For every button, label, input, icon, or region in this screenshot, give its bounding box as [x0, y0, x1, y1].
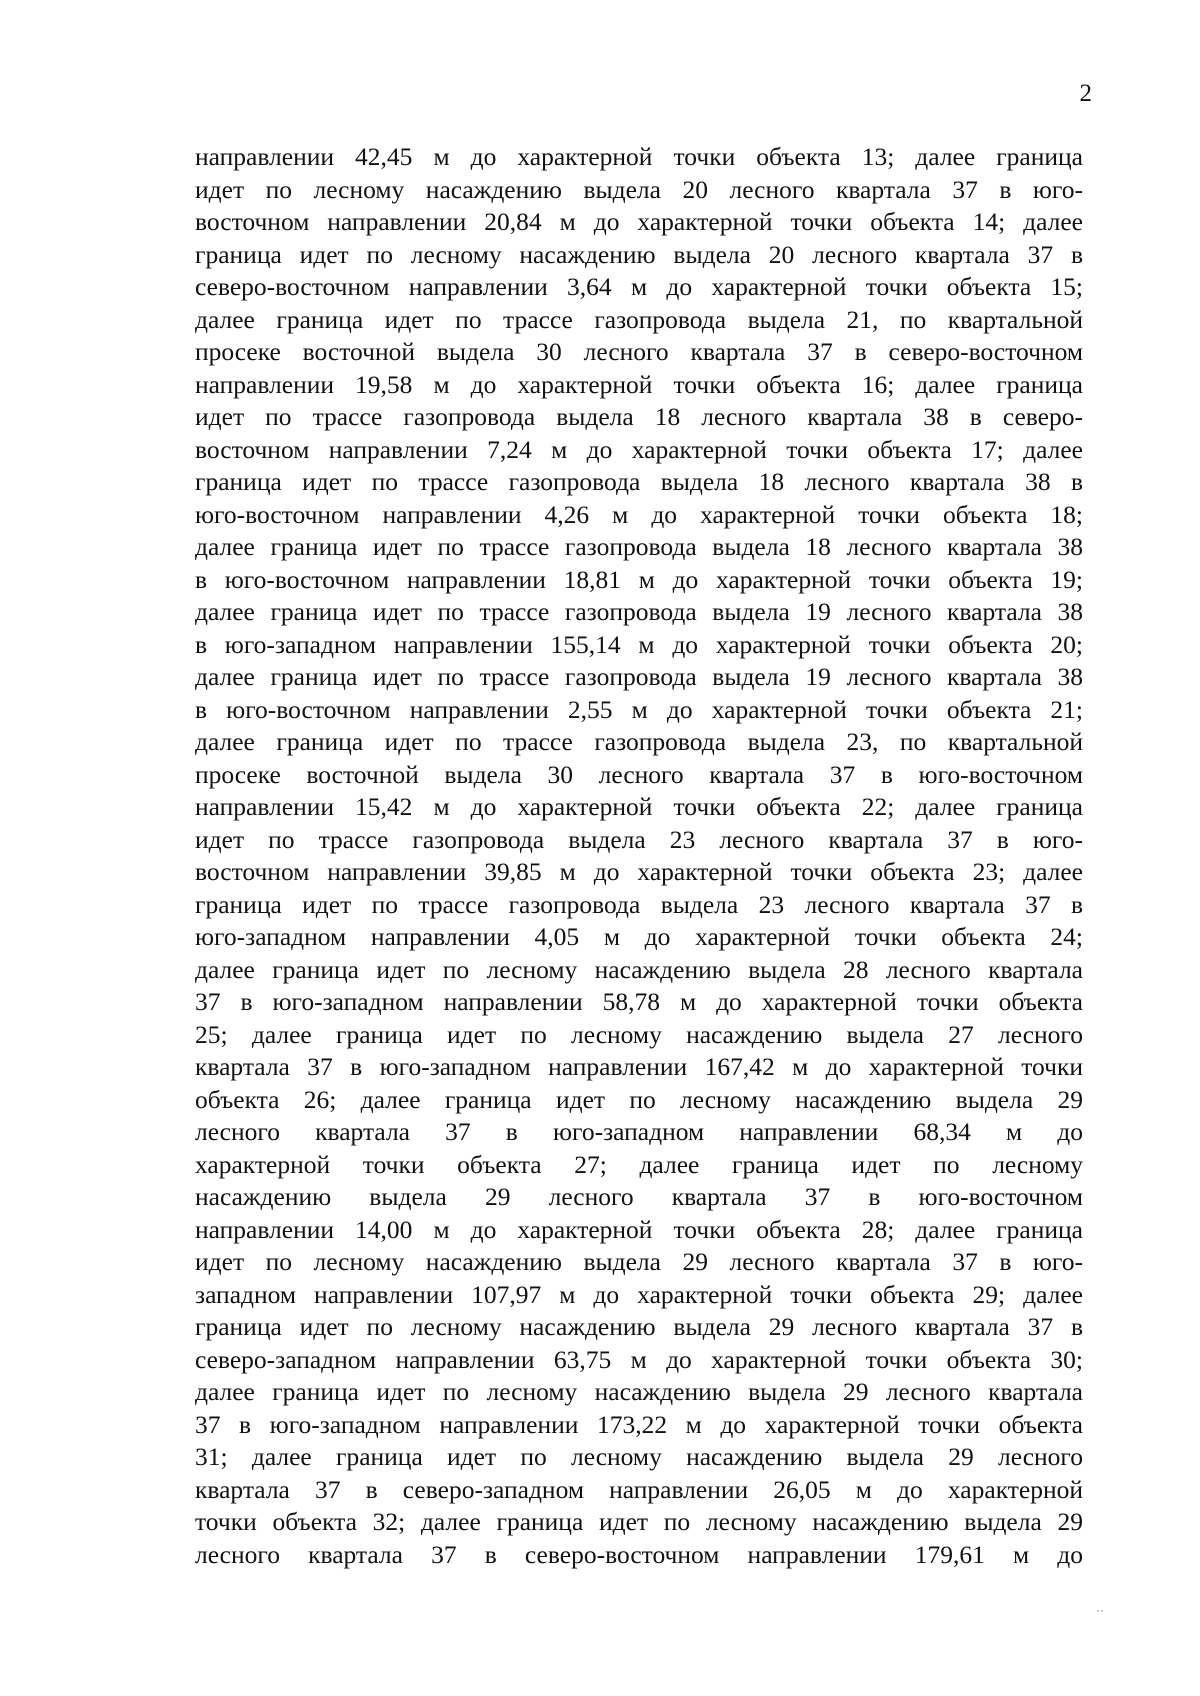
text-line: далее граница идет по лесному насаждению выдела 28 лесного квартала: [195, 954, 1083, 984]
text-line: характерной точки объекта 27; далее граница идет по лесному: [195, 1149, 1083, 1179]
text-line: западном направлении 107,97 м до характерной точки объекта 29; далее: [195, 1279, 1083, 1309]
text-line: северо-восточном направлении 3,64 м до характерной точки объекта 15;: [195, 272, 1083, 301]
text-line: далее граница идет по трассе газопровода выдела 18 лесного квартала 38: [195, 532, 1083, 561]
text-line: далее граница идет по трассе газопровода выдела 19 лесного квартала 38: [195, 662, 1083, 691]
scan-speck-mark: ˙˙: [1096, 1607, 1104, 1621]
text-line: лесного квартала 37 в юго-западном направлении 68,34 м до: [195, 1117, 1083, 1146]
text-line: 31; далее граница идет по лесному насаждению выдела 29 лесного: [195, 1442, 1083, 1471]
text-line: в юго-западном направлении 155,14 м до характерной точки объекта 20;: [195, 629, 1083, 659]
text-line: граница идет по трассе газопровода выдела 23 лесного квартала 37 в: [195, 889, 1083, 919]
text-line: граница идет по трассе газопровода выдела 18 лесного квартала 38 в: [195, 467, 1083, 496]
text-line: просеке восточной выдела 30 лесного квартала 37 в юго-восточном: [195, 759, 1083, 789]
text-line: объекта 26; далее граница идет по лесному насаждению выдела 29: [195, 1084, 1083, 1114]
text-line: далее граница идет по лесному насаждению выдела 29 лесного квартала: [195, 1377, 1083, 1406]
text-line: идет по лесному насаждению выдела 20 лесного квартала 37 в юго-: [195, 174, 1083, 204]
text-line: точки объекта 32; далее граница идет по лесному насаждению выдела 29: [195, 1507, 1083, 1536]
text-line: далее граница идет по трассе газопровода выдела 21, по квартальной: [195, 304, 1083, 334]
text-line: юго-восточном направлении 4,26 м до характерной точки объекта 18;: [195, 499, 1083, 529]
text-line: квартала 37 в северо-западном направлении 26,05 м до характерной: [195, 1474, 1083, 1504]
body-paragraph: [195, 141, 1083, 1571]
text-line: направлении 14,00 м до характерной точки объекта 28; далее граница: [195, 1214, 1083, 1244]
text-line: идет по лесному насаждению выдела 29 лесного квартала 37 в юго-: [195, 1247, 1083, 1276]
text-line: направлении 19,58 м до характерной точки объекта 16; далее граница: [195, 369, 1083, 399]
text-line: восточном направлении 7,24 м до характерной точки объекта 17; далее: [195, 434, 1083, 464]
text-line: далее граница идет по трассе газопровода выдела 23, по квартальной: [195, 727, 1083, 756]
text-line: в юго-восточном направлении 18,81 м до характерной точки объекта 19;: [195, 564, 1083, 594]
text-line: направлении 15,42 м до характерной точки объекта 22; далее граница: [195, 792, 1083, 821]
text-line: просеке восточной выдела 30 лесного квартала 37 в северо-восточном: [195, 337, 1083, 366]
text-line: 25; далее граница идет по лесному насаждению выдела 27 лесного: [195, 1019, 1083, 1049]
text-line: юго-западном направлении 4,05 м до характерной точки объекта 24;: [195, 922, 1083, 951]
text-line: восточном направлении 39,85 м до характерной точки объекта 23; далее: [195, 857, 1083, 886]
text-line: идет по трассе газопровода выдела 23 лесного квартала 37 в юго-: [195, 824, 1083, 854]
text-line: восточном направлении 20,84 м до характерной точки объекта 14; далее: [195, 207, 1083, 236]
text-line: 37 в юго-западном направлении 58,78 м до характерной точки объекта: [195, 987, 1083, 1016]
text-line: северо-западном направлении 63,75 м до характерной точки объекта 30;: [195, 1344, 1083, 1374]
text-line: 37 в юго-западном направлении 173,22 м до характерной точки объекта: [195, 1409, 1083, 1439]
text-line: лесного квартала 37 в северо-восточном направлении 179,61 м до: [195, 1539, 1083, 1569]
text-line: идет по трассе газопровода выдела 18 лесного квартала 38 в северо-: [195, 402, 1083, 431]
text-line: граница идет по лесному насаждению выдела 20 лесного квартала 37 в: [195, 239, 1083, 269]
text-line: далее граница идет по трассе газопровода выдела 19 лесного квартала 38: [195, 597, 1083, 626]
text-line: насаждению выдела 29 лесного квартала 37 в юго-восточном: [195, 1182, 1083, 1211]
text-line: граница идет по лесному насаждению выдела 29 лесного квартала 37 в: [195, 1312, 1083, 1341]
text-line: квартала 37 в юго-западном направлении 167,42 м до характерной точки: [195, 1052, 1083, 1081]
text-line: направлении 42,45 м до характерной точки объекта 13; далее граница: [195, 142, 1083, 171]
text-line: в юго-восточном направлении 2,55 м до характерной точки объекта 21;: [195, 694, 1083, 724]
page-number: 2: [1079, 80, 1092, 107]
